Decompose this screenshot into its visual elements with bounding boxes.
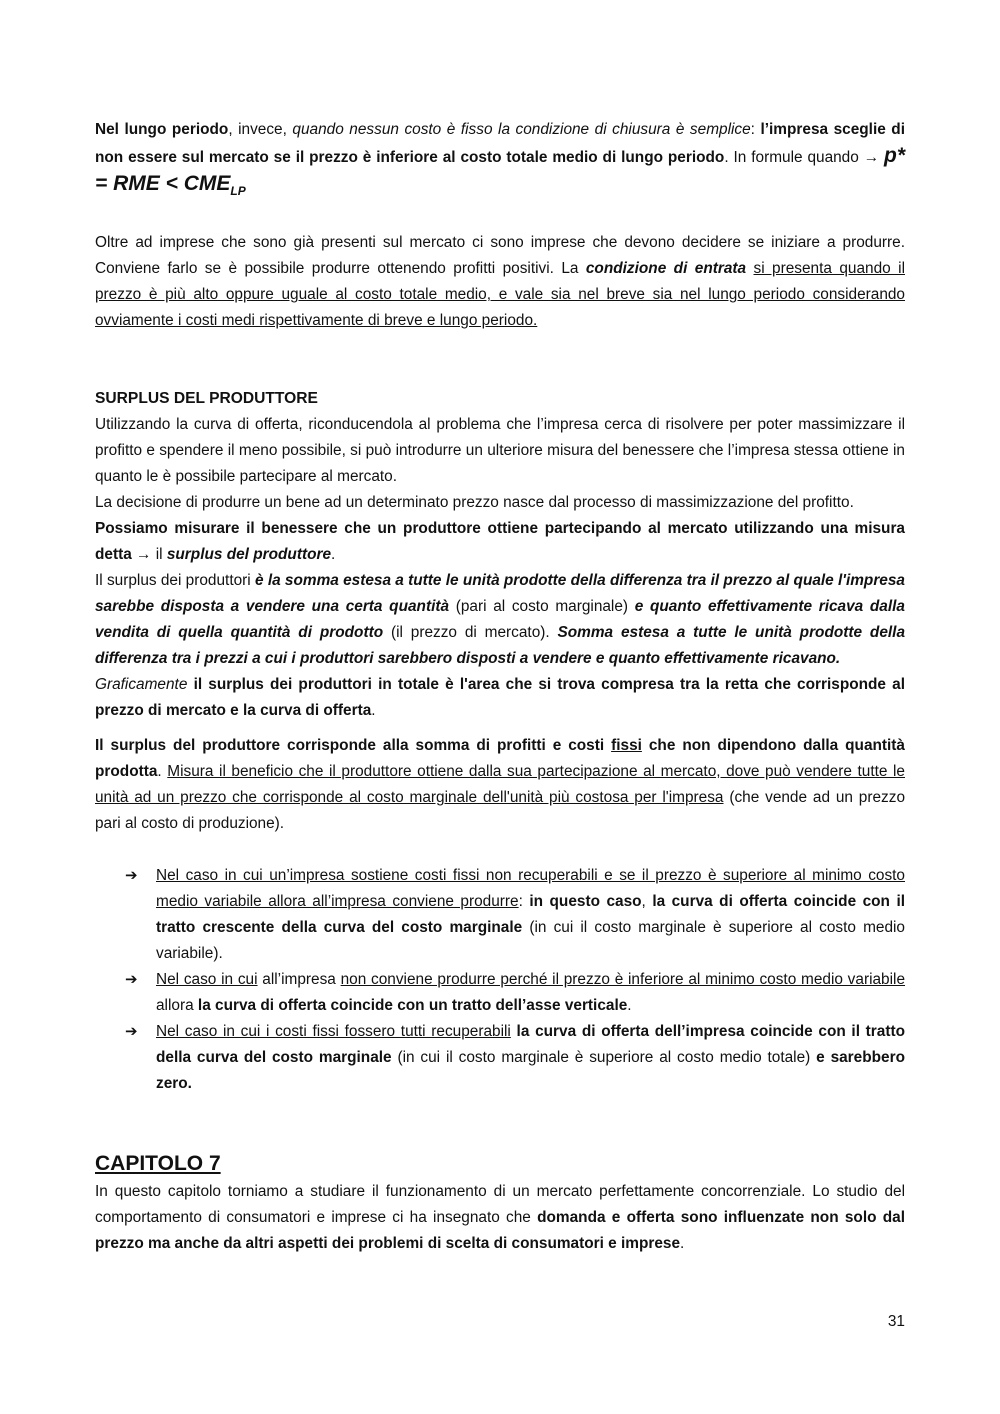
text: . [627, 997, 632, 1015]
supply-curve-cases-list [95, 863, 905, 1097]
underlined-text: Nel caso in cui [156, 971, 258, 989]
bold-italic-text: surplus del produttore [166, 546, 332, 564]
text: Oltre ad imprese che sono già presenti sul mercato ci sono imprese che devono decidere se iniziare a produrre. Conviene farlo se è possibile produrre ottenendo profitti positivi. La [95, 234, 905, 278]
bold-text: l’impresa sceglie di non essere sul mercato se il prezzo è inferiore al costo totale medio di lungo periodo [95, 121, 905, 166]
text: . [680, 1235, 685, 1253]
text: . In formule quando [724, 149, 864, 166]
list-item [125, 863, 905, 967]
text: (il prezzo di mercato). [383, 624, 558, 642]
page-number: 31 [887, 1313, 905, 1330]
bold-text: Il surplus del produttore corrisponde alla somma di profitti e costi [95, 737, 612, 755]
formula-subscript: LP [230, 184, 246, 199]
text: , invece, [228, 121, 293, 138]
text: (pari al costo marginale) [449, 598, 635, 616]
surplus-measure-paragraph [95, 516, 905, 568]
text: (in cui il costo marginale è superiore al costo medio variabile). [156, 919, 905, 963]
arrow-right-icon: → [863, 149, 884, 166]
italic-text: quando nessun costo è fisso la condizione di chiusura è semplice [292, 121, 751, 138]
bold-text: in questo caso [529, 893, 642, 911]
text: il [155, 546, 167, 564]
arrow-right-icon: → [136, 546, 156, 564]
chapter-heading: CAPITOLO 7 [95, 1152, 221, 1176]
bold-text: e sarebbero zero. [156, 1049, 905, 1093]
bold-underlined-text: fissi [611, 737, 642, 755]
bold-arrow-bullet-icon: ➔ [125, 1023, 138, 1041]
bold-text: il surplus dei produttori in totale è l'area che si trova compresa tra la retta che corrisponde al prezzo di mercato e la curva di offerta [95, 676, 905, 720]
production-decision-paragraph: La decisione di produrre un bene ad un determinato prezzo nasce dal processo di massimizzazione del profitto. [95, 494, 854, 512]
underlined-text: Nel caso in cui un’impresa sostiene costi fissi non recuperabili e se il prezzo è superiore al minimo costo medio variabile allora all’impresa conviene produrre [156, 867, 905, 911]
underlined-text: non conviene produrre perché il prezzo è inferiore al minimo costo medio variabile [340, 971, 906, 989]
text: : [750, 121, 761, 138]
bold-italic-text: condizione di entrata [585, 260, 747, 278]
text: . [371, 702, 376, 720]
document-page [95, 117, 905, 1257]
entry-condition-paragraph [95, 230, 905, 334]
list-item [125, 1019, 906, 1097]
underlined-text: Nel caso in cui i costi fissi fossero tutti recuperabili [156, 1023, 511, 1041]
text: Il surplus dei produttori [95, 572, 255, 590]
graphical-surplus-paragraph [95, 672, 905, 724]
italic-text: Graficamente [95, 676, 188, 694]
bold-text: la curva di offerta dell’impresa coincide con il tratto della curva del costo marginale [156, 1023, 906, 1067]
surplus-profit-paragraph [95, 733, 905, 837]
section-heading: SURPLUS DEL PRODUTTORE [95, 390, 318, 408]
text: : [518, 893, 530, 911]
surplus-definition-paragraph [95, 568, 905, 672]
bold-text: la curva di offerta coincide con un tratto dell’asse verticale [197, 997, 628, 1015]
text: all’impresa [257, 971, 341, 989]
underlined-text: Misura il beneficio che il produttore ottiene dalla sua partecipazione al mercato, dove può vendere tutte le unità ad un prezzo che corrisponde al costo marginale dell'unità più costosa per l'impresa [95, 763, 905, 807]
text: (in cui il costo marginale è superiore al costo medio totale) [391, 1049, 817, 1067]
list-item [125, 967, 906, 1019]
text: . [331, 546, 336, 564]
bold-italic-text: Somma estesa a tutte le unità prodotte della differenza tra i prezzi a cui i produttori sarebbero disposti a vendere e quanto effettivamente ricavano. [95, 624, 906, 668]
bold-text: che non dipendono dalla quantità prodotta [95, 737, 905, 781]
bold-italic-text: e quanto effettivamente ricava dalla vendita di quella quantità di prodotto [95, 598, 905, 642]
chapter-intro-paragraph [95, 1179, 905, 1257]
text [746, 260, 753, 277]
text: In questo capitolo torniamo a studiare il funzionamento di un mercato perfettamente concorrenziale. Lo studio del comportamento di consumatori e imprese ci ha insegnato che [95, 1183, 905, 1227]
text: , [641, 893, 653, 911]
bold-text: Possiamo misurare il benessere che un produttore ottiene partecipando al mercato utilizzando una misura detta [95, 520, 905, 564]
surplus-intro-paragraph: Utilizzando la curva di offerta, riconducendola al problema che l’impresa cerca di risolvere per poter massimizzare il profitto e spendere il meno possibile, si può introdurre un ulteriore misura del benessere che l’impresa stessa ottiene in quanto le è possibile partecipare al mercato. [95, 416, 905, 486]
formula-text: p* = RME < CME [95, 144, 905, 195]
text: (che vende ad un prezzo pari al costo di produzione). [95, 789, 906, 833]
bold-arrow-bullet-icon: ➔ [125, 971, 138, 989]
bold-text: domanda e offerta sono influenzate non solo dal prezzo ma anche da altri aspetti dei problemi di scelta di consumatori e imprese [95, 1209, 905, 1253]
bold-arrow-bullet-icon: ➔ [125, 867, 138, 885]
bold-italic-text: è la somma estesa a tutte le unità prodotte della differenza tra il prezzo al quale l'impresa sarebbe disposta a vendere una certa quantità [95, 572, 905, 616]
text: . [157, 763, 168, 781]
bold-text: la curva di offerta coincide con il tratto crescente della curva del costo marginale [156, 893, 905, 937]
bold-text: Nel lungo periodo [95, 121, 229, 138]
long-run-paragraph [95, 117, 905, 204]
underlined-text: si presenta quando il prezzo è più alto oppure uguale al costo totale medio, e vale sia nel breve sia nel lungo periodo considerando ovviamente i costi medi rispettivamente di breve e lungo periodo. [95, 260, 905, 330]
text: allora [156, 997, 198, 1015]
